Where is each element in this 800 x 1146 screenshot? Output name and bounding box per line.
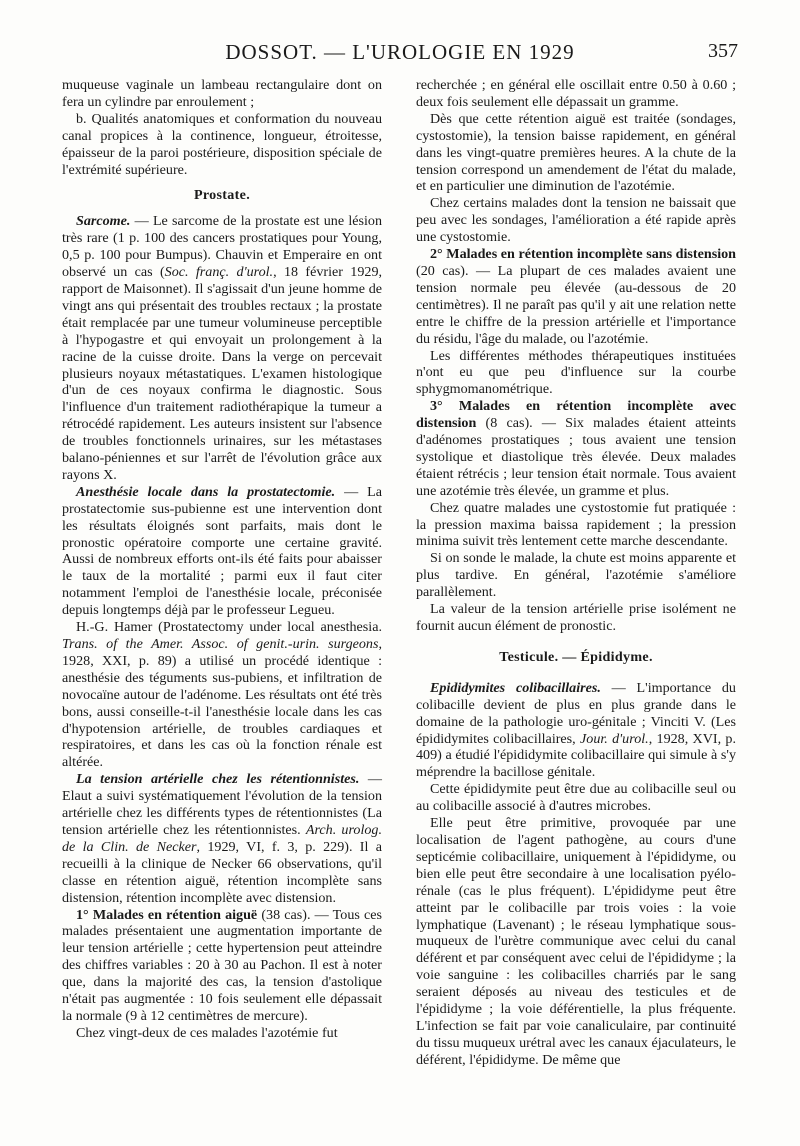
paragraph: Les différentes méthodes thérapeutiques instituées n'ont eu que peu d'influence sur la courbe sphygmomanométrique. [416,347,736,398]
left-column [62,77,382,1042]
section-heading-prostate: Prostate. [193,187,251,204]
run-in-title: Epididymites colibacillaires. [430,679,601,696]
running-title: DOSSOT. — L'UROLOGIE EN 1929 [225,40,575,64]
paragraph: Chez quatre malades une cystostomie fut pratiquée : la pression maxima baissa rapidement ; la pression minima suivit très lentement cette marche descendante. [416,499,736,550]
right-column [416,77,736,1069]
paragraph-anesthesie: Anesthésie locale dans la prostatectomie. — La prostatectomie sus-pubienne est une intervention dont les résultats éloignés sont parfaits, mais dont le pronostic opératoire comporte une certaine gravité. Aussi de nombreux efforts ont-ils été faits pour abaisser le taux de la mortalité ; parmi eux il faut citer notamment l'emploi de l'anesthésie locale, préconisée depuis longtemps déjà par le professeur Legueu. [62,483,382,619]
paragraph: Si on sonde le malade, la chute est moins apparente et plus tardive. En général, l'azotémie s'améliore parallèlement. [416,550,736,601]
citation: Arch. urolog. de la Clin. de Necker [62,821,383,855]
paragraph: muqueuse vaginale un lambeau rectangulaire dont on fera un cylindre par enroulement ; [62,77,382,110]
citation: Trans. of the Amer. Assoc. of genit.-urin. surgeons [62,636,379,652]
paragraph: La valeur de la tension artérielle prise isolément ne fournit aucun élément de pronostic. [416,601,736,634]
run-in-title: 3° Malades en rétention incomplète avec distension [416,398,736,432]
citation: Jour. d'urol. [580,730,649,747]
run-in-title: 1° Malades en rétention aiguë [76,906,258,923]
citation: Soc. franç. d'urol. [164,264,274,281]
page-number: 357 [708,40,738,62]
paragraph-epididymites: Epididymites colibacillaires. — L'importance du colibacille devient de plus en plus grande dans le domaine de la pathologie uro-génitale ; Vinciti V. (Les épididymites colibacillaires, Jour. d'urol., 1928, XVI, p. 409) a étudié l'épididymite colibacillaire qui simule à s'y méprendre la bacillose génitale. [416,679,737,781]
run-in-title: Anesthésie locale dans la prostatectomie. [76,483,336,500]
paragraph-hamer: H.-G. Hamer (Prostatectomy under local anesthesia. Trans. of the Amer. Assoc. of genit.-urin. surgeons, 1928, XXI, p. 89) a utilisé un procédé identique : anesthésie des téguments sus-pubiens, et infiltration de novocaïne autour de l'adénome. Les résultats ont été très bons, aussi conseille-t-il l'anesthésie locale dans les cas d'hypotension artérielle, de troubles cardiaques et respiratoires, et dans les cas où la fonction rénale est altérée. [62,619,382,771]
paragraph: b. Qualités anatomiques et conformation du nouveau canal propices à la continence, longueur, étroitesse, épaisseur de la paroi postérieure, disposition spéciale de l'extrémité supérieure. [62,110,382,178]
section-heading-testicule: Testicule. — Épididyme. [499,648,653,665]
paragraph-sarcome: Sarcome. — Le sarcome de la prostate est une lésion très rare (1 p. 100 des cancers prostatiques pour Young, 0,5 p. 100 pour Bumpus). Chauvin et Emperaire en ont observé un cas (Soc. franç. d'urol., 18 février 1929, rapport de Maisonnet). Il s'agissait d'un jeune homme de vingt ans qui présentait des troubles rectaux ; la prostate était remplacée par une tumeur volumineuse perceptible à l'hypogastre et qui envoyait un prolongement à la racine de la cuisse droite. Dans la verge on percevait plusieurs noyaux métastatiques. L'examen histologique d'un de ces noyaux confirma le diagnostic. Sous l'influence d'un traitement radiothérapique la tumeur a rétrocédé rapidement. Les auteurs insistent sur l'absence de troubles fonctionnels urinaires, sur les métastases balano-péniennes et sur l'arrêt de l'évolution grâce aux rayons X. [62,213,383,483]
run-in-title: La tension artérielle chez les rétentionnistes. [76,771,360,788]
paragraph: Dès que cette rétention aiguë est traitée (sondages, cystostomie), la tension baisse rapidement, en général dans les vingt-quatre premières heures. A la chute de la tension correspond un amendement de l'état du malade, et en particulier une diminution de l'azotémie. [416,110,736,195]
paragraph: Elle peut être primitive, provoquée par une localisation de l'agent pathogène, au cours d'une septicémie colibacillaire, uniquement à l'épididyme, ou bien elle peut être secondaire à une localisation pyélo-rénale (cas le plus fréquent). L'épididyme peut être atteint par le colibacille par trois voies : la voie lymphatique (Lavenant) ; le réseau lymphatique sous-muqueux de l'urètre communique avec celui du canal déférent et par conséquent avec celui de l'épididyme ; la voie sanguine : les colibacilles charriés par le sang seraient déposés au niveau des testicules et de l'épididyme ; la voie déférentielle, la plus fréquente. L'infection se fait par voie canaliculaire, par continuité du tissu muqueux urétral avec les canaux éjaculateurs, le déférent, l'épididyme. De même que [416,815,736,1068]
paragraph-malades-2: 2° Malades en rétention incomplète sans distension (20 cas). — La plupart de ces malades avaient une tension normale peu élevée (au-dessous de 20 centimètres). Il ne paraît pas qu'il y ait une relation nette entre le chiffre de la pression artérielle et l'importance du résidu, l'âge du malade, ou l'azotémie. [416,246,736,347]
paragraph: Chez vingt-deux de ces malades l'azotémie fut [76,1024,338,1041]
paragraph: recherchée ; en général elle oscillait entre 0.50 à 0.60 ; deux fois seulement elle dépassait un gramme. [416,77,736,110]
paragraph-malades-3: 3° Malades en rétention incomplète avec distension (8 cas). — Six malades étaient atteints d'adénomes prostatiques ; tous avaient une tension systolique et diastolique très élevée. Deux malades étaient rétrécis ; leur tension était normale. Tous avaient une azotémie très élevée, un gramme et plus. [416,398,736,499]
paragraph: Chez certains malades dont la tension ne baissait que peu avec les sondages, l'amélioration a été rapide après une cystostomie. [416,195,736,246]
run-in-title: Sarcome. [76,213,131,230]
page-header [62,40,738,74]
paragraph-malades-1: 1° Malades en rétention aiguë (38 cas). — Tous ces malades présentaient une augmentation importante de leur tension artérielle ; cette hypertension peut atteindre des chiffres variables : 20 à 30 au Pachon. Il est à noter que, dans la majorité des cas, la tension d'astolique n'était pas augmentée : 10 fois seulement elle dépassait la normale (9 à 12 centimètres de mercure). [62,906,383,1024]
paragraph-tension: La tension artérielle chez les rétentionnistes. — Elaut a suivi systématiquement l'évolution de la tension artérielle chez les différents types de rétentionnistes (La tension artérielle chez les rétentionnistes. Arch. urolog. de la Clin. de Necker, 1929, VI, f. 3, p. 229). Il a recueilli à la clinique de Necker 66 observations, qu'il classe en rétention aiguë, rétention incomplète sans distension, rétention incomplète avec distension. [62,771,383,906]
run-in-title: 2° Malades en rétention incomplète sans distension [430,246,736,263]
paragraph: Cette épididymite peut être due au colibacille seul ou au colibacille associé à d'autres microbes. [416,781,736,815]
